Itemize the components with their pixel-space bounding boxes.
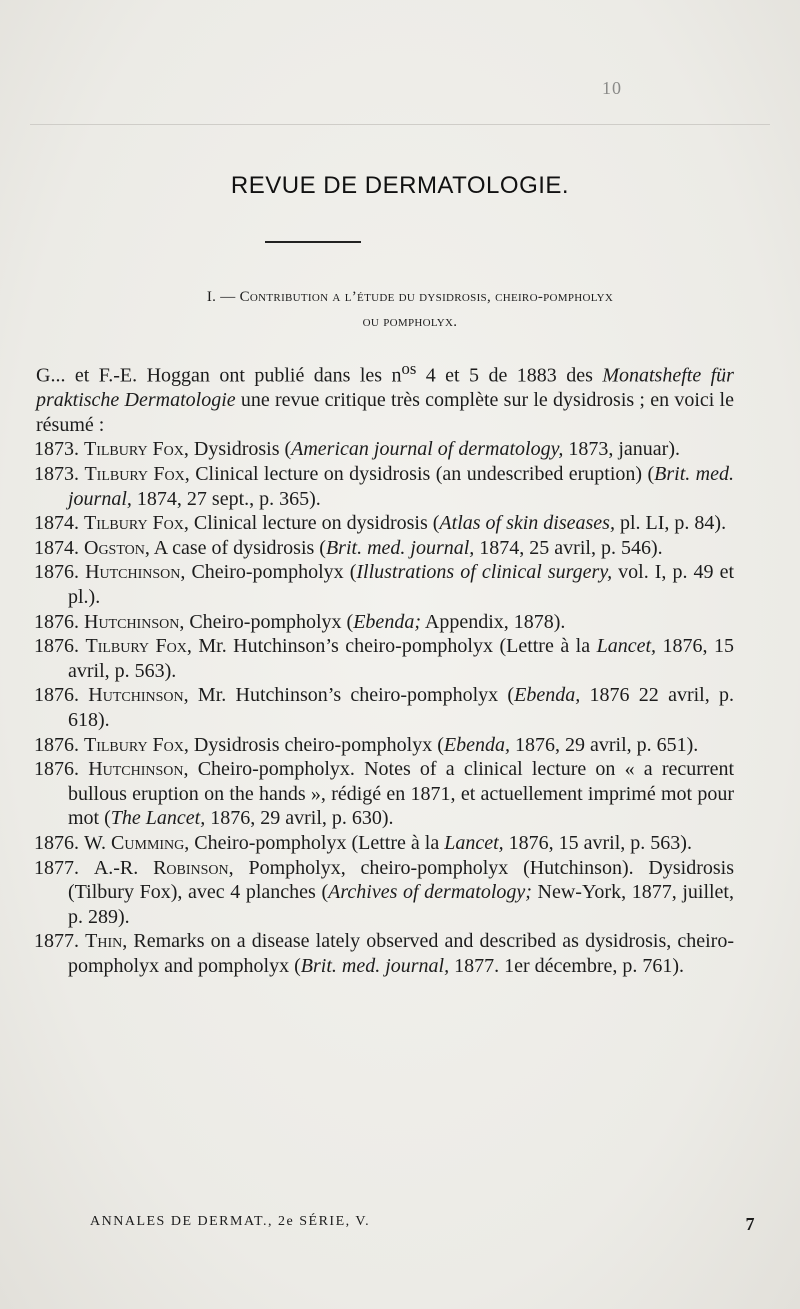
entry-work-title: Lancet, [596, 635, 657, 658]
entry-citation: 1874, 27 sept., p. 365). [131, 487, 321, 510]
entry-citation: 1873, januar). [563, 438, 680, 461]
section-title-line1: Contribution a l’étude du dysidrosis, cheiro-pompholyx [239, 289, 614, 305]
entry-author: Tilbury Fox [84, 733, 184, 756]
entry-text: , Cheiro-pompholyx ( [179, 610, 354, 633]
entry-year: 1876. [34, 831, 79, 854]
entry-author: Thin [85, 930, 123, 953]
entry-text: , Mr. Hutchinson’s cheiro-pompholyx (Lettre à la [186, 635, 597, 658]
entry-author: Tilbury Fox [84, 463, 185, 486]
intro-journal-title: Monatshefte für praktische Dermatologie [36, 364, 734, 412]
section-number: I. [206, 289, 217, 305]
entry-author: Hutchinson [88, 758, 184, 781]
entry-year: 1873. [34, 438, 79, 461]
entry-work-title: Atlas of skin diseases, [439, 512, 615, 535]
entry-citation: 1874, 25 avril, p. 546). [474, 536, 663, 559]
entry-year: 1874. [34, 536, 79, 559]
bibliography-entry [34, 757, 734, 831]
entry-work-title: Lancet, [444, 831, 504, 854]
entry-text: , Clinical lecture on dysidrosis (an undescribed eruption) ( [184, 463, 655, 486]
entry-citation: 1876, 29 avril, p. 651). [509, 733, 699, 756]
intro-paragraph [36, 357, 734, 437]
bibliography-entry [34, 856, 734, 930]
page-footer [90, 1214, 770, 1235]
section-dash: — [220, 289, 236, 305]
entry-work-title: The Lancet, [110, 807, 206, 830]
page-title: REVUE DE DERMATOLOGIE. [230, 172, 570, 199]
entry-citation: 1876 22 avril, p. 618). [68, 684, 735, 731]
entry-work-title: Brit. med. journal, [325, 536, 475, 559]
entry-year: 1873. [34, 463, 79, 486]
entry-text: , Dysidrosis ( [183, 438, 292, 461]
entry-year: 1876. [34, 684, 79, 707]
entry-text: , Dysidrosis cheiro-pompholyx ( [183, 733, 444, 756]
intro-superscript: os [401, 359, 417, 378]
entry-text: , Remarks on a disease lately observed and described as dysidrosis, cheiro-pompholyx and pompholyx ( [68, 930, 734, 977]
entry-author: Ogston [84, 536, 145, 559]
intro-text-1: G... et F.-E. Hoggan ont publié dans les n [36, 364, 402, 387]
entry-year: 1876. [34, 561, 79, 584]
bibliography-entry [34, 683, 734, 732]
entry-text: , Mr. Hutchinson’s cheiro-pompholyx ( [183, 684, 515, 707]
entry-work-title: Ebenda, [443, 733, 510, 756]
entry-work-title: Ebenda, [514, 684, 581, 707]
entry-author: A.-R. Robinson [93, 856, 229, 879]
entry-citation: 1877. 1er décembre, p. 761). [449, 954, 685, 977]
entry-author: Tilbury Fox [84, 438, 184, 461]
entry-year: 1876. [34, 635, 79, 658]
entry-text: , Cheiro-pompholyx ( [180, 561, 357, 584]
body-text [34, 357, 734, 979]
header-rule [30, 124, 770, 125]
bibliography-entry [34, 733, 734, 758]
bibliography-entry [34, 831, 734, 856]
entry-author: Hutchinson [84, 610, 180, 633]
entry-work-title: American journal of dermatology, [291, 438, 564, 461]
entry-author: Hutchinson [85, 561, 181, 584]
entry-work-title: Ebenda; [353, 610, 421, 633]
entry-work-title: Brit. med. journal, [68, 463, 734, 510]
entry-text: , Clinical lecture on dysidrosis ( [183, 512, 440, 535]
entry-author: Tilbury Fox [84, 512, 184, 535]
entry-year: 1877. [34, 930, 79, 953]
footer-signature-line: ANNALES DE DERMAT., 2e SÉRIE, V. [90, 1214, 371, 1229]
entry-citation: Appendix, 1878). [420, 610, 566, 633]
intro-text-2: 4 et 5 de 1883 des [416, 364, 603, 387]
page-folio: 10 [602, 78, 622, 98]
section-heading-line1 [80, 285, 740, 310]
section-title-line2: ou pompholyx. [362, 314, 458, 330]
bibliography-entry [34, 560, 734, 609]
entry-author: W. Cumming [84, 831, 185, 854]
bibliography-entry [34, 511, 734, 536]
bibliography-entry [34, 536, 734, 561]
entry-year: 1874. [34, 512, 79, 535]
title-rule [265, 241, 361, 243]
entry-year: 1877. [34, 856, 79, 879]
entry-citation: pl. LI, p. 84). [614, 512, 727, 535]
entry-year: 1876. [34, 733, 79, 756]
entry-work-title: Brit. med. journal, [300, 954, 450, 977]
bibliography-list [34, 437, 734, 978]
entry-citation: 1876, 15 avril, p. 563). [68, 635, 735, 682]
entry-author: Tilbury Fox [85, 635, 187, 658]
entry-year: 1876. [34, 610, 79, 633]
bibliography-entry [34, 634, 734, 683]
entry-citation: 1876, 15 avril, p. 563). [503, 831, 692, 854]
entry-citation: New-York, 1877, juillet, p. 289). [68, 881, 734, 928]
entry-year: 1876. [34, 758, 79, 781]
footer-signature-number: 7 [745, 1214, 756, 1234]
entry-author: Hutchinson [88, 684, 184, 707]
bibliography-entry [34, 462, 734, 511]
bibliography-entry [34, 610, 734, 635]
entry-citation: 1876, 29 avril, p. 630). [205, 807, 394, 830]
entry-work-title: Illustrations of clinical surgery, [356, 561, 613, 584]
entry-text: , Pompholyx, cheiro-pompholyx (Hutchinson). Dysidrosis (Tilbury Fox), avec 4 planches ( [68, 856, 735, 904]
entry-text: , Cheiro-pompholyx. Notes of a clinical lecture on « a recurrent bullous eruption on the hands », rédigé en 1871, et actuellement imprimé mot pour mot ( [68, 758, 735, 830]
entry-work-title: Archives of dermatology; [328, 881, 532, 904]
entry-text: , A case of dysidrosis ( [144, 536, 326, 559]
bibliography-entry [34, 437, 734, 462]
section-heading [80, 285, 740, 335]
bibliography-entry [34, 929, 734, 978]
entry-text: , Cheiro-pompholyx (Lettre à la [184, 831, 445, 854]
intro-text-3: une revue critique très complète sur le dysidrosis ; en voici le résumé : [36, 389, 734, 436]
entry-citation: vol. I, p. 49 et pl.). [68, 561, 735, 608]
